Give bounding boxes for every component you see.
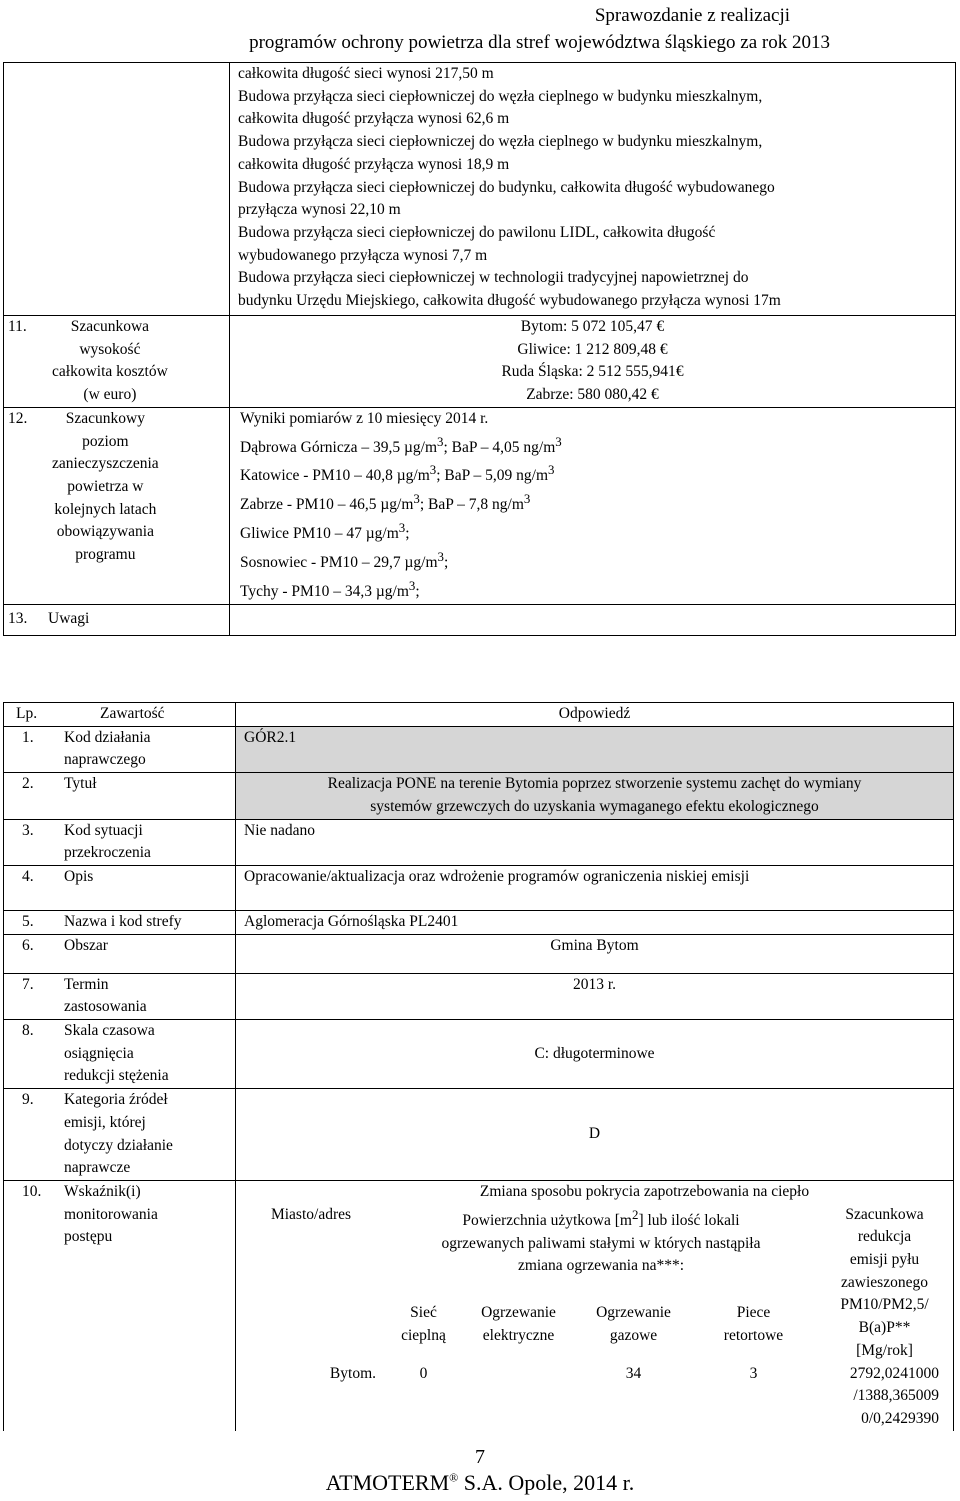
row-number: 11. [8,318,27,335]
label-line: Kategoria źródeł [64,1091,168,1109]
label-line: osiągnięcia [64,1044,134,1062]
header-lp: Lp. [16,705,38,722]
r10-label [4,1180,236,1430]
r2-label [4,773,236,819]
indicator-table [236,1204,953,1431]
action-table [3,702,954,1431]
measurement-line: Gliwice PM10 – 47 $\mu g/m^3$; [240,520,410,543]
text-line: wybudowanego przyłącza wynosi 7,7 m [238,246,488,264]
page-number: 7 [475,1446,485,1468]
r3-label [4,819,236,865]
r1-label [4,726,236,772]
application-term: 2013 r. [236,973,954,1019]
row11-label [4,316,230,408]
text-line: Budowa przyłącza sieci ciepłowniczej do budynku, całkowita długość wybudowanego [238,178,775,196]
heating-network-value: 0 [419,1364,428,1382]
row-number: 8. [22,1022,34,1040]
label-line: całkowita kosztów [52,363,168,381]
r4-label [4,865,236,910]
col-electric: Ogrzewanie elektryczne [481,1304,556,1344]
cost-line [234,361,951,384]
row-number: 1. [22,728,34,746]
label-line: monitorowania [64,1205,158,1223]
label-line: (w euro) [83,386,137,404]
row13-content [230,604,956,635]
cost-line [234,339,951,362]
time-scale: C: długoterminowe [236,1020,954,1089]
area: Gmina Bytom [236,934,954,973]
label-line: przekroczenia [64,844,151,862]
row-number: 5. [22,912,34,930]
header-line-1: Sprawozdanie z realizacji [594,5,790,26]
label-line: emisji, której [64,1113,146,1131]
cost-bytom: Bytom: 5 072 105,47 [520,318,653,335]
text-line: Budowa przyłącza sieci ciepłowniczej do węzła cieplnego w budynku mieszkalnym, [238,133,763,151]
r9-label [4,1089,236,1181]
cost-line [234,384,951,407]
euro-icon: € [656,318,665,335]
r7-label [4,973,236,1019]
source-category: D [236,1089,954,1181]
row-number: 4. [22,867,34,885]
measurement-line: Dąbrowa Górnicza – 39,5 $\mu g/m^3$; BaP – 4,05 $ng/m^3$ [240,433,562,456]
label-line: wysokość [79,340,141,358]
exceedance-code: Nie nadano [236,819,954,865]
r6-label [4,934,236,973]
row-number: 2. [22,775,34,793]
measurement-intro: Wyniki pomiarów z 10 miesięcy 2014 r. [240,409,489,427]
label-line: zastosowania [64,998,147,1016]
cost-zabrze: Zabrze: 580 080,42 [526,386,648,404]
label-line: programu [75,546,136,564]
label-line: naprawcze [64,1159,131,1177]
text-line: budynku Urzędu Miejskiego, całkowita długość wybudowanego przyłącza wynosi 17m [238,292,781,310]
label-line: kolejnych latach [54,500,157,518]
label-line: dotyczy działanie [64,1136,173,1154]
col-reduction-header: Szacunkowa redukcja emisji pyłu zawieszonego PM10/PM2,5/ B(a)P** [Mg/rok] [840,1205,929,1359]
label-line: redukcji stężenia [64,1067,169,1085]
cost-line [234,316,951,339]
footer-company: ATMOTERM® S.A. Opole, 2014 r. [325,1470,635,1495]
row-number: 6. [22,936,34,954]
indicator-cell [236,1180,954,1430]
euro-icon: € [659,340,668,358]
label-line: Wskaźnik(i) [64,1182,141,1200]
description: Opracowanie/aktualizacja oraz wdrożenie programów ograniczenia niskiej emisji [236,865,954,910]
label-line: Nazwa i kod strefy [64,912,182,930]
header-odpowiedz: Odpowiedź [236,703,954,727]
text-line: Budowa przyłącza sieci ciepłowniczej do pawilonu LIDL, całkowita długość [238,223,716,241]
text-line: Budowa przyłącza sieci ciepłowniczej w technologii tradycyjnej napowietrznej do [238,269,749,287]
col-gas: Ogrzewanie gazowe [596,1304,671,1344]
prev-row-label [4,63,230,316]
text-line: Budowa przyłącza sieci ciepłowniczej do węzła cieplnego w budynku mieszkalnym, [238,87,763,105]
label-line: Opis [64,867,94,885]
row-number: 3. [22,821,34,839]
header-line-2: programów ochrony powietrza dla stref województwa śląskiego za rok 2013 [249,32,830,53]
row13-label [4,604,230,635]
label-line: Szacunkowa [70,318,150,335]
header-zawartosc: Zawartość [100,705,165,722]
action-title: Realizacja PONE na terenie Bytomia poprzez stworzenie systemu zachęt do wymiany systemów grzewczych do uzyskania wymaganego efektu ekologicznego [236,773,954,819]
row-number: 10. [22,1182,42,1200]
zone-name: Aglomeracja Górnośląska PL2401 [236,910,954,934]
label-line: poziom [82,432,129,450]
label-line: Kod sytuacji [64,821,143,839]
row12-measurements [230,407,956,604]
header-lp-cell [4,703,236,727]
cost-ruda: Ruda Śląska: 2 512 555,941 [501,363,676,381]
label-line: postępu [64,1228,113,1246]
cost-gliwice: Gliwice: 1 212 809,48 [517,340,656,358]
col-city-header: Miasto/adres [270,1205,352,1223]
row-number: 7. [22,975,34,993]
label-line: Tytuł [64,775,97,793]
report-table [3,62,956,636]
page-header [0,2,960,56]
col-heating-network: Sieć cieplną [401,1304,446,1344]
r5-label [4,910,236,934]
measurement-line: Sosnowiec - PM10 – 29,7 $\mu g/m^3$; [240,548,449,572]
measurement-line: Katowice - PM10 – 40,8 $\mu g/m^3$; BaP – 5,09 $ng/m^3$ [240,462,555,485]
text-line: całkowita długość przyłącza wynosi 62,6 m [238,110,510,128]
gas-value: 34 [625,1364,642,1382]
text-line: całkowita długość sieci wynosi 217,50 m [238,65,494,82]
label-line: Szacunkowy [65,409,145,427]
label-line: Obszar [64,936,108,954]
reduction-value: 2792,0241000 /1388,365009 0/0,2429390 [849,1364,939,1427]
row-number: 12. [8,409,28,427]
indicator-title: Zmiana sposobu pokrycia zapotrzebowania na ciepło [479,1182,810,1200]
label-line: Kod działania [64,728,151,746]
label-line: Termin [64,975,109,993]
label-line: naprawczego [64,751,146,769]
col-retort: Piece retortowe [723,1304,784,1344]
action-code: GÓR2.1 [236,726,954,772]
label-line: zanieczyszczenia [52,455,159,473]
text-line: całkowita długość przyłącza wynosi 18,9 m [238,155,510,173]
euro-icon: € [675,363,684,381]
r8-label [4,1020,236,1089]
row-number: 13. [8,610,28,628]
euro-icon: € [651,386,659,404]
row11-costs [230,316,956,408]
measurement-line: Zabrze - PM10 – 46,5 $\mu g/m^3$; BaP – 7,8 $ng/m^3$ [240,491,531,514]
retort-value: 3 [749,1364,758,1382]
measurement-line: Tychy - PM10 – 34,3 $\mu g/m^3$; [240,577,420,600]
row-label: Uwagi [48,610,90,628]
label-line: Skala czasowa [64,1022,155,1040]
text-line: przyłącza wynosi 22,10 m [238,201,401,219]
label-line: obowiązywania [56,523,154,541]
col-area-header: Powierzchnia użytkowa $[m^2]$ lub ilość lokali ogrzewanych paliwami stałymi w których nastąpiła zmiana ogrzewania na***: [441,1206,761,1275]
row-number: 9. [22,1091,34,1109]
label-line: powietrza w [67,477,144,495]
row12-label [4,407,230,604]
prev-row-content [230,63,956,316]
city-value: Bytom. [329,1364,376,1382]
